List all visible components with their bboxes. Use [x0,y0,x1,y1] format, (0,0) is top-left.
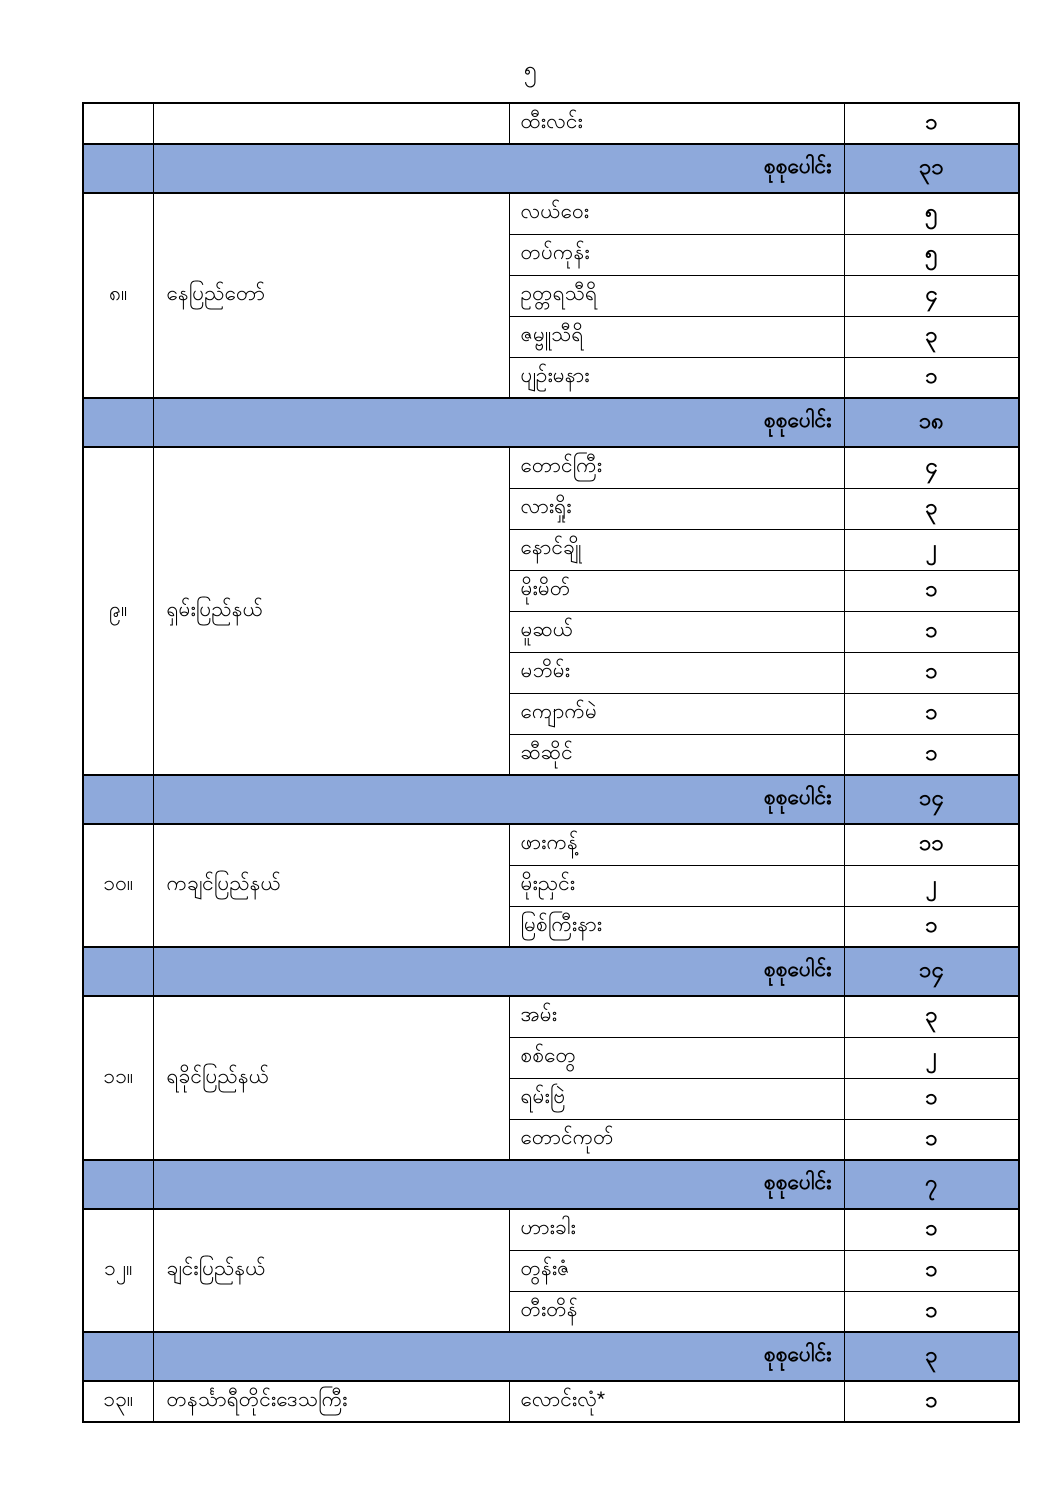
township-count-cell: ၂ [844,1037,1019,1078]
township-count-cell: ၁ [844,357,1019,398]
total-row [83,947,1019,996]
township-row [83,103,1019,144]
total-serial-cell [83,1332,153,1381]
total-label-cell: စုစုပေါင်း [153,775,844,824]
region-township-count-table [82,102,1020,1423]
township-name-cell: အမ်း [509,996,844,1037]
total-count-cell: ၁၈ [844,398,1019,447]
total-row [83,775,1019,824]
serial-cell: ၁၂။ [83,1209,153,1332]
township-name-cell: ရမ်းဗြဲ [509,1078,844,1119]
township-count-cell: ၁ [844,1119,1019,1160]
township-row [83,1209,1019,1250]
township-count-cell: ၁ [844,1381,1019,1422]
total-count-cell: ၃ [844,1332,1019,1381]
region-cell: တနင်္သာရီတိုင်းဒေသကြီး [153,1381,509,1422]
serial-cell: ၁၀။ [83,824,153,947]
township-count-cell: ၅ [844,193,1019,234]
total-count-cell: ၃၁ [844,144,1019,193]
total-row [83,398,1019,447]
township-name-cell: မိုးညှင်း [509,865,844,906]
total-row [83,144,1019,193]
township-row [83,824,1019,865]
township-count-cell: ၁ [844,652,1019,693]
total-label-cell: စုစုပေါင်း [153,947,844,996]
township-name-cell: စစ်တွေ [509,1037,844,1078]
township-count-cell: ၄ [844,447,1019,488]
township-row [83,996,1019,1037]
township-count-cell: ၃ [844,488,1019,529]
total-label-cell: စုစုပေါင်း [153,144,844,193]
region-cell: နေပြည်တော် [153,193,509,398]
township-row [83,193,1019,234]
township-count-cell: ၁ [844,570,1019,611]
total-serial-cell [83,398,153,447]
region-cell: ချင်းပြည်နယ် [153,1209,509,1332]
township-name-cell: ကျောက်မဲ [509,693,844,734]
township-name-cell: ပျဉ်းမနား [509,357,844,398]
total-label-cell: စုစုပေါင်း [153,1332,844,1381]
page-number: ၅ [524,56,537,82]
township-name-cell: လယ်ဝေး [509,193,844,234]
serial-cell [83,103,153,144]
township-count-cell: ၁ [844,611,1019,652]
total-count-cell: ၇ [844,1160,1019,1209]
township-name-cell: တောင်ကုတ် [509,1119,844,1160]
township-count-cell: ၅ [844,234,1019,275]
township-count-cell: ၄ [844,275,1019,316]
township-count-cell: ၁ [844,906,1019,947]
township-name-cell: မဘိမ်း [509,652,844,693]
serial-cell: ၉။ [83,447,153,775]
township-count-cell: ၁၁ [844,824,1019,865]
total-count-cell: ၁၄ [844,947,1019,996]
township-name-cell: ထီးလင်း [509,103,844,144]
township-count-cell: ၁ [844,1209,1019,1250]
township-count-cell: ၁ [844,734,1019,775]
township-count-cell: ၁ [844,1250,1019,1291]
township-name-cell: တောင်ကြီး [509,447,844,488]
township-name-cell: ဟားခါး [509,1209,844,1250]
township-name-cell: ဇမ္ဗူသီရိ [509,316,844,357]
township-row [83,1381,1019,1422]
township-count-cell: ၁ [844,1291,1019,1332]
total-label-cell: စုစုပေါင်း [153,398,844,447]
township-name-cell: လားရှိုး [509,488,844,529]
total-row [83,1332,1019,1381]
total-serial-cell [83,144,153,193]
township-name-cell: တွန်းဇံ [509,1250,844,1291]
township-name-cell: ဆီဆိုင် [509,734,844,775]
township-count-cell: ၁ [844,103,1019,144]
township-name-cell: တီးတိန် [509,1291,844,1332]
region-cell [153,103,509,144]
region-cell: ရှမ်းပြည်နယ် [153,447,509,775]
serial-cell: ၈။ [83,193,153,398]
township-count-cell: ၁ [844,693,1019,734]
township-name-cell: တပ်ကုန်း [509,234,844,275]
township-row [83,447,1019,488]
township-name-cell: ဖားကန့် [509,824,844,865]
township-count-cell: ၁ [844,1078,1019,1119]
township-name-cell: မိုးမိတ် [509,570,844,611]
township-count-cell: ၃ [844,996,1019,1037]
total-row [83,1160,1019,1209]
total-serial-cell [83,947,153,996]
township-count-cell: ၂ [844,529,1019,570]
township-name-cell: ဥတ္တရသီရိ [509,275,844,316]
serial-cell: ၁၁။ [83,996,153,1160]
township-count-cell: ၃ [844,316,1019,357]
serial-cell: ၁၃။ [83,1381,153,1422]
total-count-cell: ၁၄ [844,775,1019,824]
township-name-cell: မူဆယ် [509,611,844,652]
total-serial-cell [83,1160,153,1209]
total-serial-cell [83,775,153,824]
township-count-cell: ၂ [844,865,1019,906]
region-cell: ကချင်ပြည်နယ် [153,824,509,947]
township-name-cell: လောင်းလုံ* [509,1381,844,1422]
township-name-cell: နောင်ချို [509,529,844,570]
total-label-cell: စုစုပေါင်း [153,1160,844,1209]
township-name-cell: မြစ်ကြီးနား [509,906,844,947]
region-cell: ရခိုင်ပြည်နယ် [153,996,509,1160]
